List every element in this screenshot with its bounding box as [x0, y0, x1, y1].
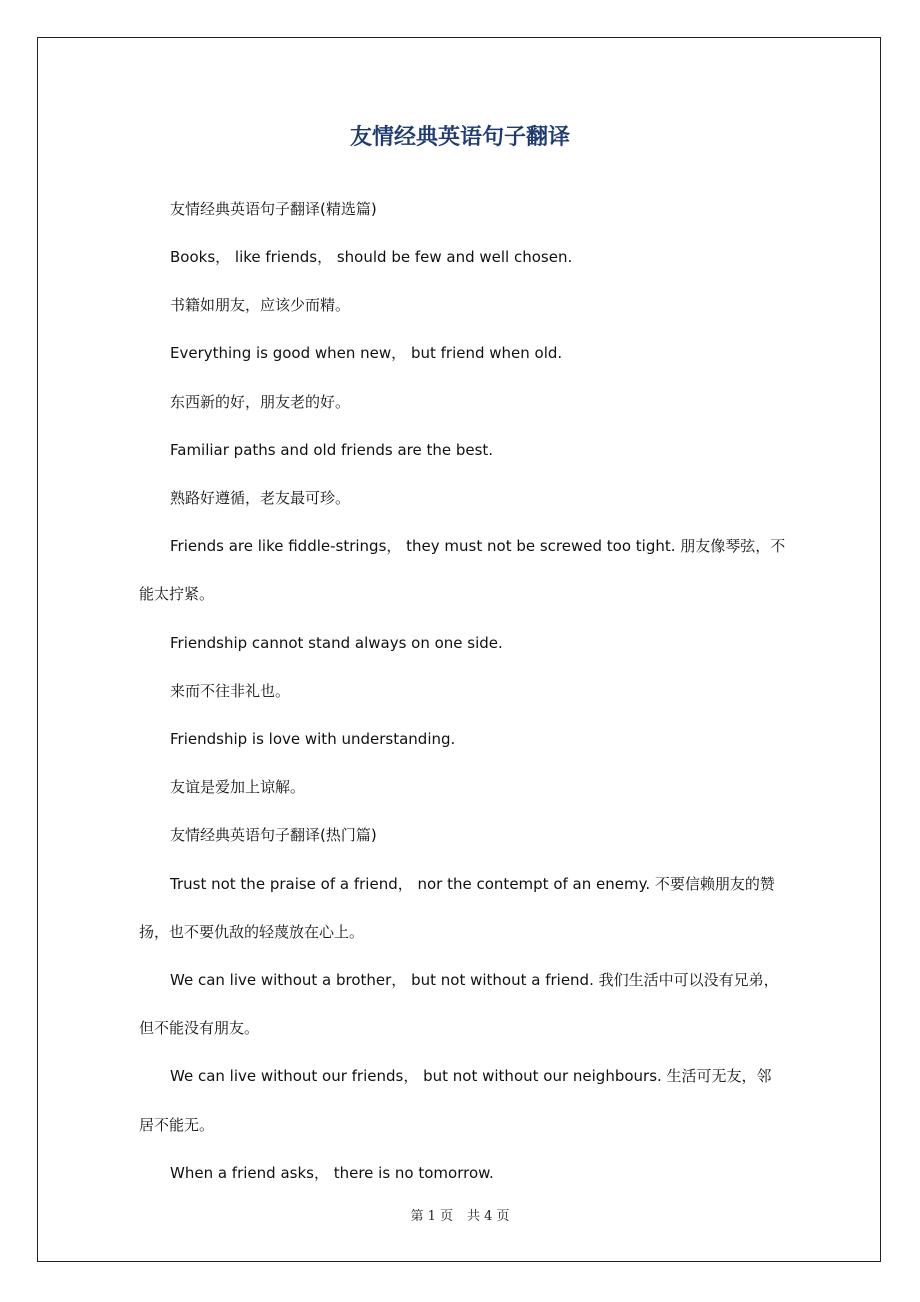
paragraph-line: Friendship cannot stand always on one side. [170, 634, 503, 652]
paragraph-line: When a friend asks， there is no tomorrow. [170, 1164, 494, 1182]
paragraph-line: We can live without a brother， but not without a friend. 我们生活中可以没有兄弟， [170, 971, 779, 989]
paragraph-line: 友谊是爱加上谅解。 [170, 778, 306, 796]
paragraph-line-continued: 但不能没有朋友。 [139, 1019, 260, 1037]
paragraph-line-continued: 居不能无。 [139, 1116, 215, 1134]
paragraph-line: Friendship is love with understanding. [170, 730, 456, 748]
paragraph-line-continued: 扬，也不要仇敌的轻蔑放在心上。 [139, 923, 365, 941]
paragraph-line: We can live without our friends， but not without our neighbours. 生活可无友，邻 [170, 1067, 772, 1085]
paragraph-line: Friends are like fiddle-strings， they must not be screwed too tight. 朋友像琴弦，不 [170, 537, 786, 555]
section-heading: 友情经典英语句子翻译(热门篇) [170, 826, 377, 844]
paragraph-line: Trust not the praise of a friend， nor the contempt of an enemy. 不要信赖朋友的赞 [170, 875, 775, 893]
paragraph-line: Familiar paths and old friends are the best. [170, 441, 494, 459]
paragraph-line: Books， like friends， should be few and well chosen. [170, 248, 573, 266]
paragraph-line: Everything is good when new， but friend when old. [170, 344, 563, 362]
page-number: 第 1 页 [410, 1209, 453, 1224]
paragraph-line: 书籍如朋友，应该少而精。 [170, 296, 351, 314]
document-title: 友情经典英语句子翻译 [349, 125, 570, 150]
page-footer [0, 1205, 920, 1224]
paragraph-line: 熟路好遵循，老友最可珍。 [170, 489, 351, 507]
paragraph-line: 东西新的好，朋友老的好。 [170, 393, 351, 411]
section-heading: 友情经典英语句子翻译(精选篇) [170, 200, 377, 218]
paragraph-line-continued: 能太拧紧。 [139, 585, 215, 603]
page-total: 共 4 页 [467, 1209, 510, 1224]
paragraph-line: 来而不往非礼也。 [170, 682, 291, 700]
